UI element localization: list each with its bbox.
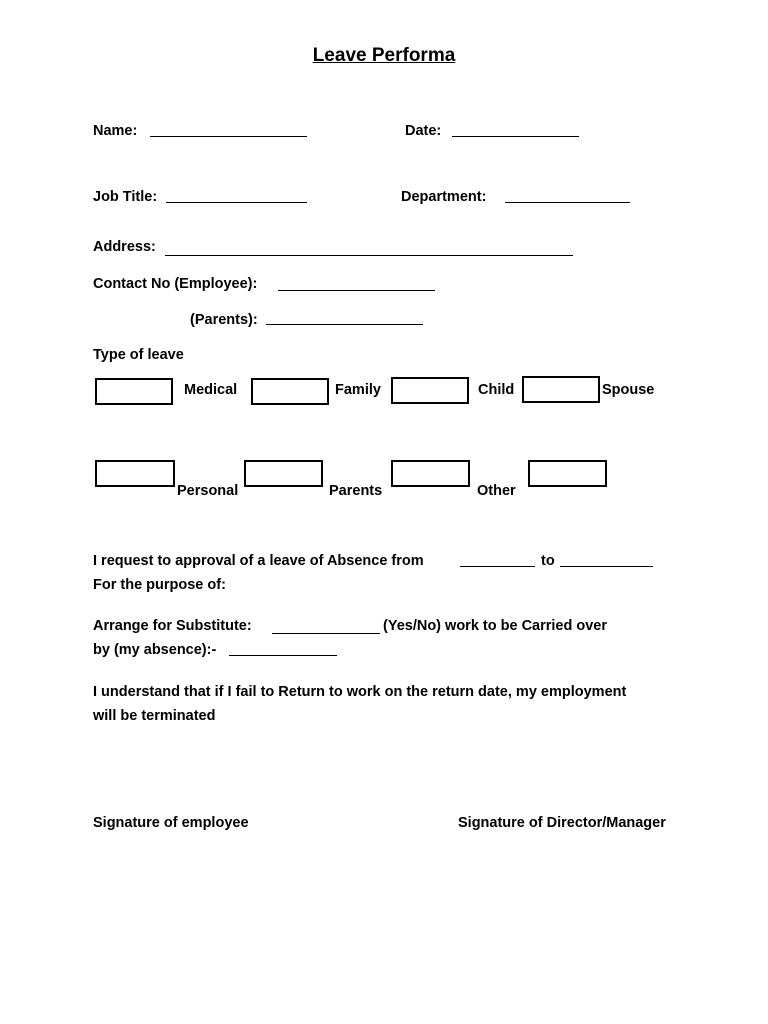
date-label: Date: (405, 123, 442, 139)
absence-from-field-line[interactable] (460, 566, 535, 567)
address-field-line[interactable] (165, 255, 573, 256)
parents-checkbox[interactable] (244, 460, 323, 487)
type-of-leave-label: Type of leave (93, 347, 184, 363)
address-label: Address: (93, 239, 156, 255)
to-label: to (541, 553, 555, 569)
department-field-line[interactable] (505, 202, 630, 203)
contact-parents-label: (Parents): (190, 312, 258, 328)
substitute-label: Arrange for Substitute: (93, 618, 252, 634)
job-title-label: Job Title: (93, 189, 158, 205)
request-text: I request to approval of a leave of Absence from (93, 553, 424, 569)
family-checkbox[interactable] (251, 378, 329, 405)
name-label: Name: (93, 123, 138, 139)
personal-checkbox[interactable] (95, 460, 175, 487)
understand-text-line2: will be terminated (93, 708, 216, 724)
by-absence-label: by (my absence):- (93, 642, 217, 658)
personal-label: Personal (177, 483, 239, 499)
purpose-label: For the purpose of: (93, 577, 226, 593)
other-label: Other (477, 483, 516, 499)
signature-manager-label: Signature of Director/Manager (458, 815, 666, 831)
blank-leave-checkbox[interactable] (528, 460, 607, 487)
signature-employee-label: Signature of employee (93, 815, 249, 831)
yes-no-text: (Yes/No) work to be Carried over (383, 618, 608, 634)
by-absence-field-line[interactable] (229, 655, 337, 656)
spouse-checkbox[interactable] (522, 376, 600, 403)
other-checkbox[interactable] (391, 460, 470, 487)
medical-checkbox[interactable] (95, 378, 173, 405)
spouse-label: Spouse (602, 382, 655, 398)
job-title-field-line[interactable] (166, 202, 307, 203)
family-label: Family (335, 382, 381, 398)
name-field-line[interactable] (150, 136, 307, 137)
department-label: Department: (401, 189, 487, 205)
parents-label: Parents (329, 483, 383, 499)
medical-label: Medical (184, 382, 238, 398)
contact-employee-label: Contact No (Employee): (93, 276, 258, 292)
contact-parents-field-line[interactable] (266, 324, 423, 325)
absence-to-field-line[interactable] (560, 566, 653, 567)
understand-text-line1: I understand that if I fail to Return to work on the return date, my employment (93, 684, 627, 700)
substitute-field-line[interactable] (272, 633, 380, 634)
contact-employee-field-line[interactable] (278, 290, 435, 291)
form-title: Leave Performa (312, 45, 456, 66)
child-checkbox[interactable] (391, 377, 469, 404)
date-field-line[interactable] (452, 136, 579, 137)
child-label: Child (478, 382, 515, 398)
